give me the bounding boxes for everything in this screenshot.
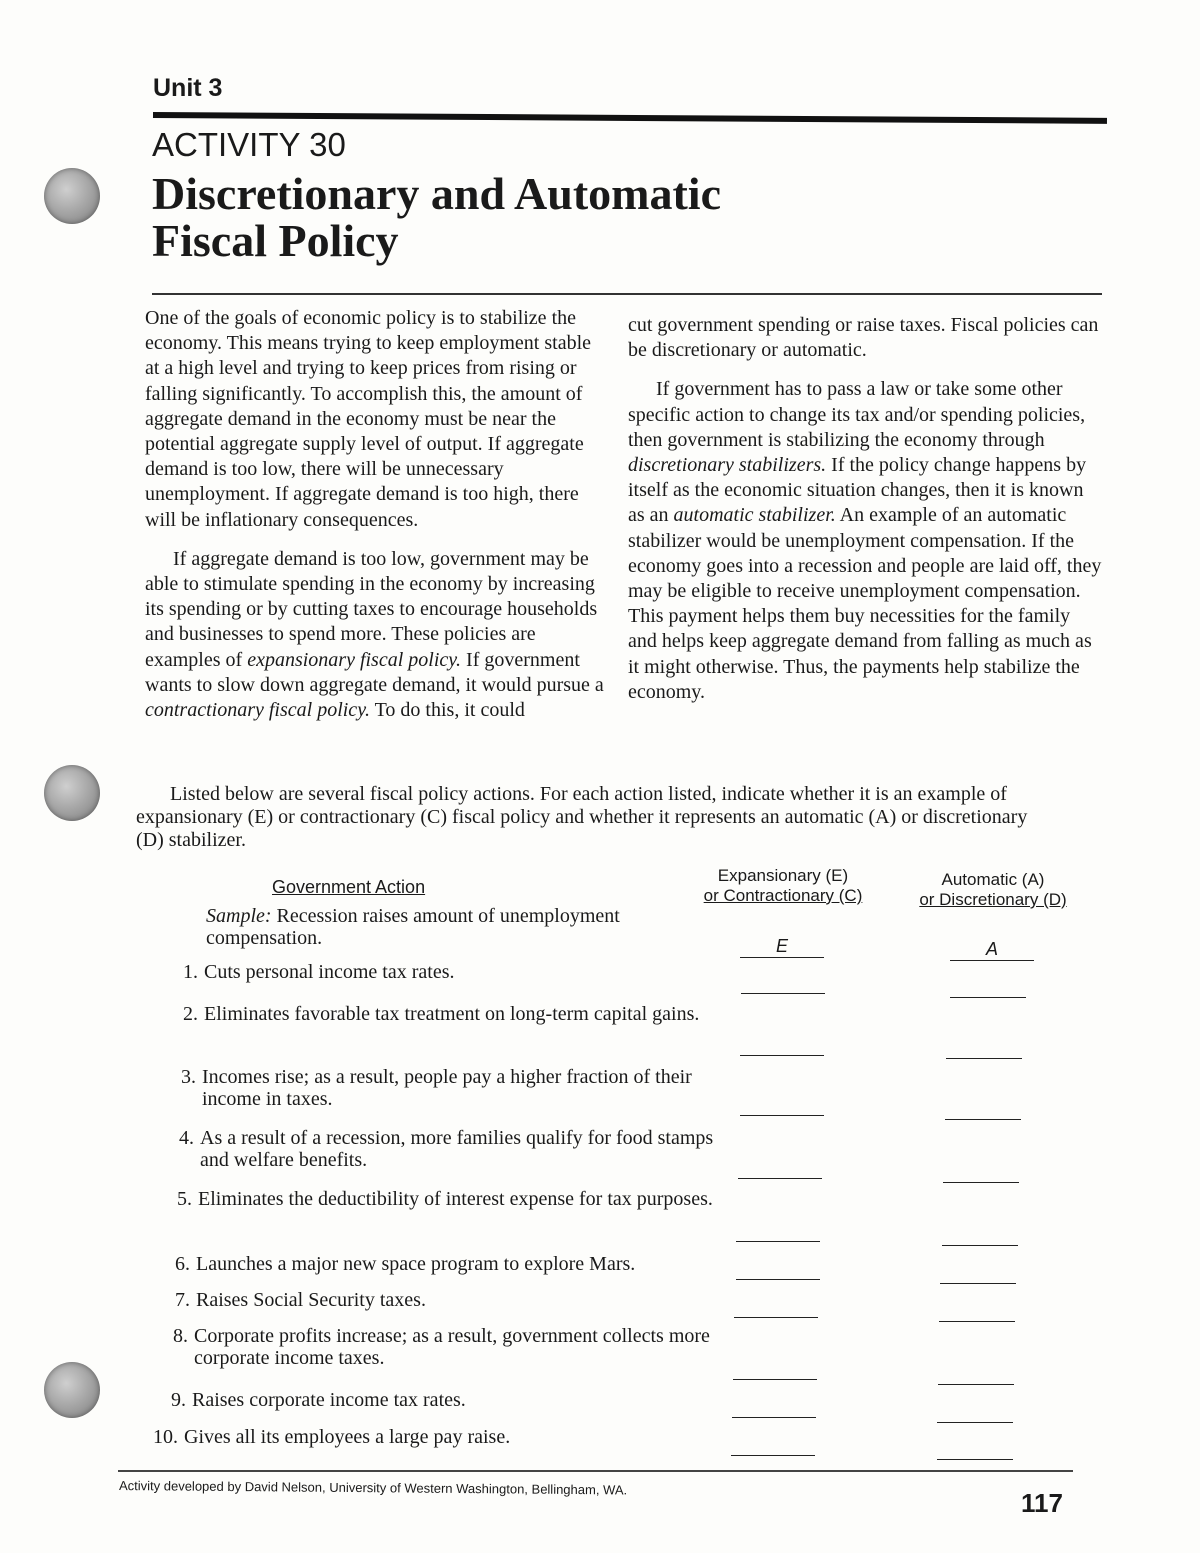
action-number: 2. bbox=[183, 1003, 198, 1025]
binder-hole-top bbox=[44, 168, 100, 224]
sample-label: Sample: bbox=[206, 905, 272, 927]
term-contractionary: contractionary fiscal policy. bbox=[145, 699, 370, 722]
answer-blank-exp-con[interactable] bbox=[738, 1177, 822, 1179]
action-number: 5. bbox=[177, 1188, 192, 1210]
sample-answer-ec: E bbox=[740, 956, 824, 958]
title-line-1: Discretionary and Automatic bbox=[152, 168, 722, 219]
answer-blank-exp-con[interactable] bbox=[740, 1114, 824, 1116]
sample-text: Recession raises amount of unemployment compensation. bbox=[206, 905, 620, 949]
action-text: Gives all its employees a large pay raise. bbox=[184, 1426, 511, 1448]
term-automatic: automatic stabilizer. bbox=[673, 504, 836, 527]
action-number: 1. bbox=[183, 961, 198, 983]
answer-blank-auto-disc[interactable] bbox=[942, 1244, 1018, 1246]
action-number: 9. bbox=[171, 1389, 186, 1411]
sample-answer-ad: A bbox=[950, 959, 1034, 961]
intro-paragraph-3: cut government spending or raise taxes. Fiscal policies can be discretionary or automatic. bbox=[628, 314, 1099, 362]
footer-credit: Activity developed by David Nelson, University of Western Washington, Bellingham, WA. bbox=[118, 1478, 628, 1498]
page-number: 117 bbox=[1021, 1488, 1063, 1518]
action-text: As a result of a recession, more families qualify for food stamps and welfare benefits. bbox=[200, 1127, 714, 1171]
answer-blank-exp-con[interactable] bbox=[740, 1054, 824, 1056]
answer-blank-auto-disc[interactable] bbox=[937, 1421, 1013, 1423]
action-number: 8. bbox=[173, 1325, 188, 1347]
action-item bbox=[162, 1289, 722, 1311]
action-number: 10. bbox=[153, 1426, 178, 1448]
answer-blank-exp-con[interactable] bbox=[736, 1278, 820, 1280]
activity-label: ACTIVITY 30 bbox=[152, 126, 346, 163]
unit-rule bbox=[153, 112, 1107, 124]
binder-hole-bottom bbox=[44, 1362, 100, 1418]
action-item bbox=[162, 1253, 722, 1275]
action-item bbox=[170, 1003, 730, 1025]
footer-rule bbox=[118, 1470, 1073, 1472]
action-item bbox=[158, 1389, 718, 1411]
intro-paragraph-2: If aggregate demand is too low, government may be able to stimulate spending in the economy by increasing its spending or by cutting taxes to encourage households and businesses to spend more. These policies are examples of expansionary fiscal policy. If government wants to slow down aggregate demand, it would pursue a contractionary fiscal policy. To do this, it could bbox=[145, 547, 604, 722]
action-text: Incomes rise; as a result, people pay a higher fraction of their income in taxes. bbox=[202, 1066, 692, 1110]
answer-blank-auto-disc[interactable] bbox=[938, 1383, 1014, 1385]
action-text: Raises Social Security taxes. bbox=[196, 1289, 426, 1311]
action-number: 6. bbox=[175, 1253, 190, 1275]
action-text: Launches a major new space program to explore Mars. bbox=[196, 1253, 636, 1275]
action-number: 3. bbox=[181, 1066, 196, 1088]
answer-blank-auto-disc[interactable] bbox=[945, 1118, 1021, 1120]
action-item bbox=[164, 1188, 724, 1210]
unit-label: Unit 3 bbox=[153, 74, 223, 102]
action-item bbox=[166, 1127, 726, 1171]
action-item bbox=[150, 1426, 710, 1448]
action-item bbox=[170, 961, 730, 983]
answer-blank-exp-con[interactable] bbox=[731, 1454, 815, 1456]
column-header-action: Government Action bbox=[272, 877, 426, 897]
sample-item bbox=[206, 905, 636, 949]
action-number: 4. bbox=[179, 1127, 194, 1149]
answer-blank-exp-con[interactable] bbox=[732, 1416, 816, 1418]
action-item bbox=[168, 1066, 728, 1110]
action-text: Cuts personal income tax rates. bbox=[204, 961, 455, 983]
title-line-2: Fiscal Policy bbox=[152, 215, 399, 266]
answer-blank-exp-con[interactable] bbox=[733, 1378, 817, 1380]
answer-blank-auto-disc[interactable] bbox=[950, 996, 1026, 998]
intro-column-left bbox=[145, 306, 605, 737]
answer-blank-auto-disc[interactable] bbox=[939, 1320, 1015, 1322]
instructions: Listed below are several fiscal policy actions. For each action listed, indicate whether it is an example of expansionary (E) or contractionary (C) fiscal policy and whether it represents an automatic (A) or discretionary (D) stabilizer. bbox=[136, 783, 1028, 851]
action-text: Corporate profits increase; as a result, government collects more corporate income taxes. bbox=[194, 1325, 710, 1369]
action-text: Eliminates favorable tax treatment on long-term capital gains. bbox=[204, 1003, 700, 1025]
intro-paragraph-4: If government has to pass a law or take some other specific action to change its tax and/or spending policies, then government is stabilizing the economy through discretionary stabilizers. If the policy change happens by itself as the economic situation changes, then it is known as an automatic stabilizer. An example of an automatic stabilizer would be unemployment compensation. If the economy goes into a recession and people are laid off, they may be eligible to receive unemployment compensation. This payment helps them buy necessities for the family and helps keep aggregate demand from falling as much as it might otherwise. Thus, the payments help stabilize the economy. bbox=[628, 378, 1102, 703]
page-title bbox=[152, 170, 721, 264]
column-header-auto-disc: Automatic (A) or Discretionary (D) bbox=[919, 870, 1067, 909]
column-header-exp-con: Expansionary (E) or Contractionary (C) bbox=[703, 866, 863, 905]
intro-column-right bbox=[628, 313, 1103, 719]
answer-blank-exp-con[interactable] bbox=[734, 1316, 818, 1318]
answer-blank-auto-disc[interactable] bbox=[943, 1181, 1019, 1183]
action-text: Eliminates the deductibility of interest expense for tax purposes. bbox=[198, 1188, 713, 1210]
answer-blank-auto-disc[interactable] bbox=[940, 1282, 1016, 1284]
title-rule bbox=[152, 293, 1102, 295]
action-item bbox=[160, 1325, 720, 1369]
term-discretionary: discretionary stabilizers. bbox=[628, 454, 827, 477]
answer-blank-exp-con[interactable] bbox=[736, 1240, 820, 1242]
term-expansionary: expansionary fiscal policy. bbox=[247, 648, 462, 671]
action-text: Raises corporate income tax rates. bbox=[192, 1389, 466, 1411]
action-number: 7. bbox=[175, 1289, 190, 1311]
answer-blank-auto-disc[interactable] bbox=[937, 1458, 1013, 1460]
intro-paragraph-1: One of the goals of economic policy is to stabilize the economy. This means trying to keep employment stable at a high level and trying to keep prices from rising or falling significantly. To accomplish this, the amount of aggregate demand in the economy must be near the potential aggregate supply level of output. If aggregate demand is too low, there will be unnecessary unemployment. If aggregate demand is too high, there will be inflationary consequences. bbox=[145, 307, 592, 531]
binder-hole-middle bbox=[44, 765, 100, 821]
answer-blank-auto-disc[interactable] bbox=[946, 1057, 1022, 1059]
answer-blank-exp-con[interactable] bbox=[741, 992, 825, 994]
